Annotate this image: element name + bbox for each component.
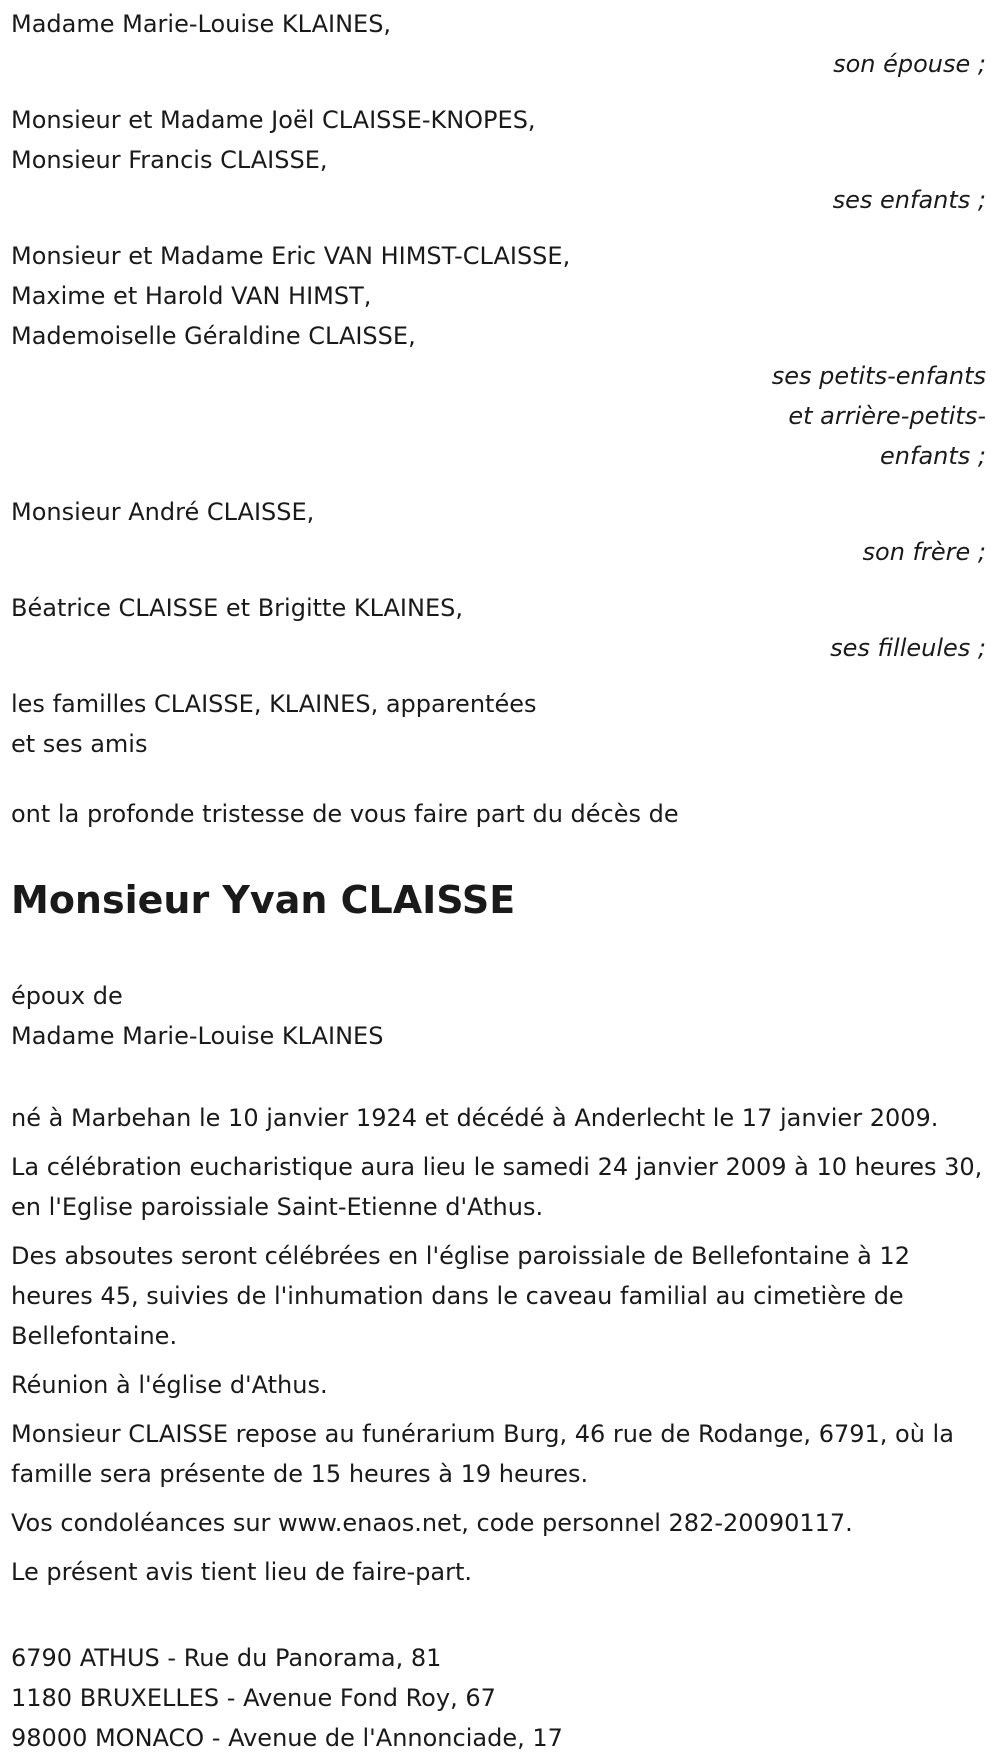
- absolution-paragraph: Des absoutes seront célébrées en l'église paroissiale de Bellefontaine à 12 heures 45, suivies de l'inhumation dans le caveau familial au cimetière de Bellefontaine.: [11, 1242, 910, 1350]
- children-role: ses enfants ;: [832, 186, 986, 214]
- other-families: les familles CLAISSE, KLAINES, apparentées: [11, 690, 537, 718]
- children-group: [11, 100, 986, 220]
- funeral-home-paragraph: Monsieur CLAISSE repose au funérarium Burg, 46 rue de Rodange, 6791, où la famille sera présente de 15 heures à 19 heures.: [11, 1420, 954, 1488]
- announcement-text: ont la profonde tristesse de vous faire part du décès de: [11, 800, 679, 828]
- address-line: 6790 ATHUS - Rue du Panorama, 81: [11, 1644, 442, 1672]
- grandchildren-role-line: ses petits-enfants: [771, 362, 986, 390]
- meeting-paragraph: Réunion à l'église d'Athus.: [11, 1371, 328, 1399]
- brother-group: [11, 492, 986, 572]
- brother-role: son frère ;: [862, 538, 986, 566]
- spouse-name: Madame Marie-Louise KLAINES,: [11, 10, 392, 38]
- grandchild-name: Monsieur et Madame Eric VAN HIMST-CLAISSE,: [11, 242, 571, 270]
- spouse-of-label: époux de: [11, 982, 123, 1010]
- grandchildren-role-line: enfants ;: [880, 442, 986, 470]
- friends-line: et ses amis: [11, 730, 148, 758]
- mass-paragraph: La célébration eucharistique aura lieu le samedi 24 janvier 2009 à 10 heures 30, en l'Eglise paroissiale Saint-Etienne d'Athus.: [11, 1153, 983, 1221]
- grandchildren-group: [11, 236, 986, 476]
- address-line: 1180 BRUXELLES - Avenue Fond Roy, 67: [11, 1684, 496, 1712]
- grandchild-name: Maxime et Harold VAN HIMST,: [11, 282, 372, 310]
- addresses-block: [11, 1638, 986, 1758]
- notice-paragraph: Le présent avis tient lieu de faire-part.: [11, 1558, 473, 1586]
- spouse-role: son épouse ;: [833, 50, 986, 78]
- details-block: [11, 1098, 986, 1592]
- grandchild-name: Mademoiselle Géraldine CLAISSE,: [11, 322, 416, 350]
- grandchildren-role-line: et arrière-petits-: [788, 402, 986, 430]
- others-group: [11, 684, 986, 764]
- spouse-of-block: [11, 976, 986, 1056]
- goddaughters-group: [11, 588, 986, 668]
- brother-name: Monsieur André CLAISSE,: [11, 498, 315, 526]
- child-name: Monsieur Francis CLAISSE,: [11, 146, 328, 174]
- deceased-name: Monsieur Yvan CLAISSE: [11, 878, 516, 922]
- goddaughters-names: Béatrice CLAISSE et Brigitte KLAINES,: [11, 594, 463, 622]
- address-line: 98000 MONACO - Avenue de l'Annonciade, 17: [11, 1724, 563, 1752]
- child-name: Monsieur et Madame Joël CLAISSE-KNOPES,: [11, 106, 536, 134]
- goddaughters-role: ses filleules ;: [830, 634, 986, 662]
- spouse-group: [11, 4, 986, 84]
- spouse-of-name: Madame Marie-Louise KLAINES: [11, 1022, 384, 1050]
- birth-death-paragraph: né à Marbehan le 10 janvier 1924 et décédé à Anderlecht le 17 janvier 2009.: [11, 1104, 939, 1132]
- condolences-paragraph: Vos condoléances sur www.enaos.net, code personnel 282-20090117.: [11, 1509, 853, 1537]
